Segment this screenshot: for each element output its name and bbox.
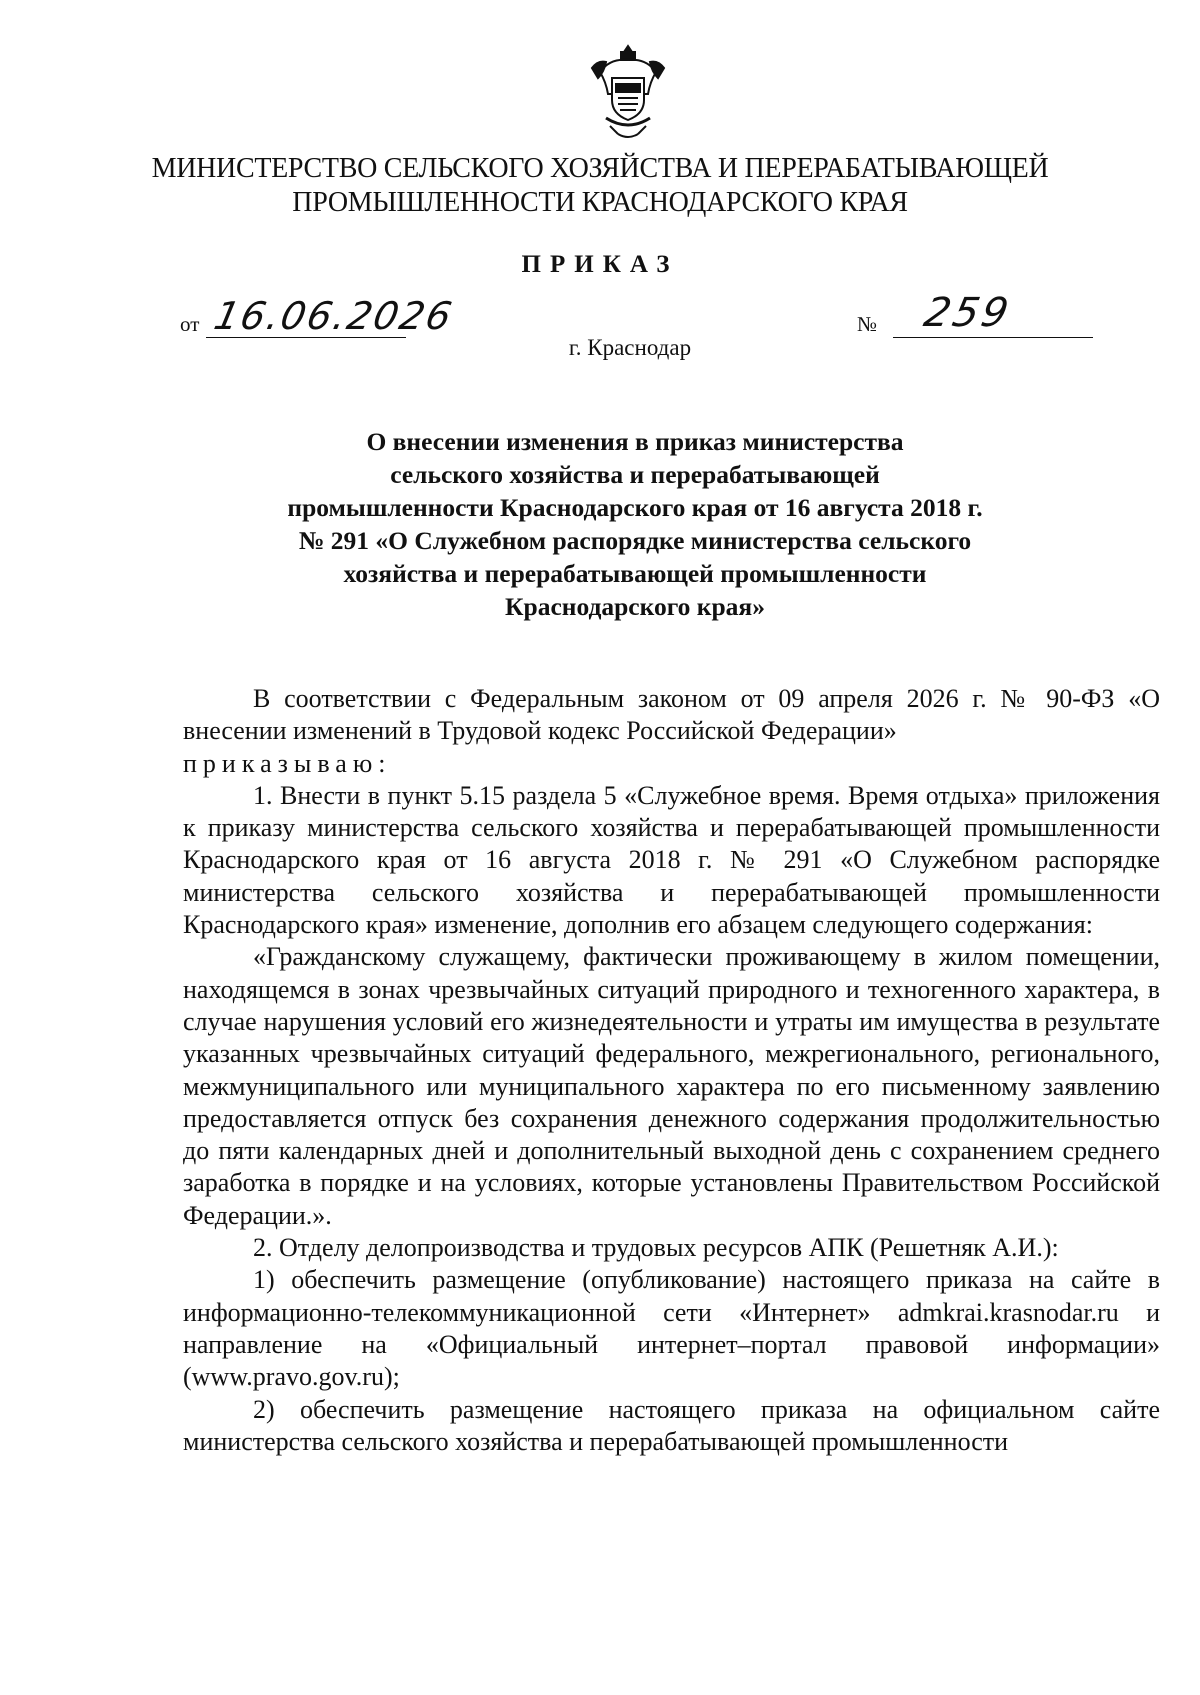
number-prefix: № [857, 312, 878, 336]
subject-line: Краснодарского края» [505, 592, 765, 621]
order-body [183, 683, 1160, 1458]
subject-line: промышленности Краснодарского края от 16 августа 2018 г. [287, 493, 983, 522]
item-2-paragraph: 2. Отделу делопроизводства и трудовых ресурсов АПК (Решетняк А.И.): [253, 1233, 1059, 1263]
ministry-name-line2: ПРОМЫШЛЕННОСТИ КРАСНОДАРСКОГО КРАЯ [292, 187, 908, 218]
handwritten-number: 259 [920, 290, 1016, 336]
item-2-2-paragraph: 2) обеспечить размещение настоящего приказа на официальном сайте министерства сельского хозяйства и перерабатывающей промышленности [183, 1394, 1160, 1456]
subject-line: № 291 «О Служебном распорядке министерства сельского [298, 526, 972, 555]
intro-paragraph: В соответствии с Федеральным законом от 09 апреля 2026 г. № 90-ФЗ «О внесении изменений в Трудовой кодекс Российской Федерации» [183, 684, 1160, 746]
order-subject [230, 425, 1040, 623]
handwritten-date: 16.06.2026 [210, 294, 458, 338]
ministry-name-line1: МИНИСТЕРСТВО СЕЛЬСКОГО ХОЗЯЙСТВА И ПЕРЕРАБАТЫВАЮЩЕЙ [151, 153, 1049, 184]
subject-line: хозяйства и перерабатывающей промышленности [343, 559, 927, 588]
quoted-paragraph: «Гражданскому служащему, фактически проживающему в жилом помещении, находящемся в зонах чрезвычайных ситуаций природного и техногенного характера, в случае нарушения условий его жизнедеятельности и утраты им имущества в результате указанных чрезвычайных ситуаций федерального, межрегионального, регионального, межмуниципального или муниципального характера по его письменному заявлению предоставляется отпуск без сохранения денежного содержания продолжительностью до пяти календарных дней и дополнительный выходной день с сохранением среднего заработка в порядке и на условиях, которые установлены Правительством Российской Федерации.». [183, 942, 1160, 1230]
subject-line: сельского хозяйства и перерабатывающей [390, 460, 880, 489]
date-prefix: от [180, 312, 200, 336]
subject-line: О внесении изменения в приказ министерства [366, 427, 904, 456]
item-1-paragraph: 1. Внести в пункт 5.15 раздела 5 «Служебное время. Время отдыха» приложения к приказу министерства сельского хозяйства и перерабатывающей промышленности Краснодарского края от 16 августа 2018 г. № 291 «О Служебном распорядке министерства сельского хозяйства и перерабатывающей промышленности Краснодарского края» изменение, дополнив его абзацем следующего содержания: [183, 780, 1160, 940]
item-2-1-paragraph: 1) обеспечить размещение (опубликование) настоящего приказа на сайте в информационно-телекоммуникационной сети «Интернет» admkrai.krasnodar.ru и направление на «Официальный интернет–портал правовой информации» (www.pravo.gov.ru); [183, 1265, 1160, 1392]
coat-of-arms-emblem [588, 42, 668, 142]
document-type-title: ПРИКАЗ [521, 251, 679, 278]
order-word: приказываю: [183, 748, 392, 778]
city-label: г. Краснодар [568, 335, 692, 360]
